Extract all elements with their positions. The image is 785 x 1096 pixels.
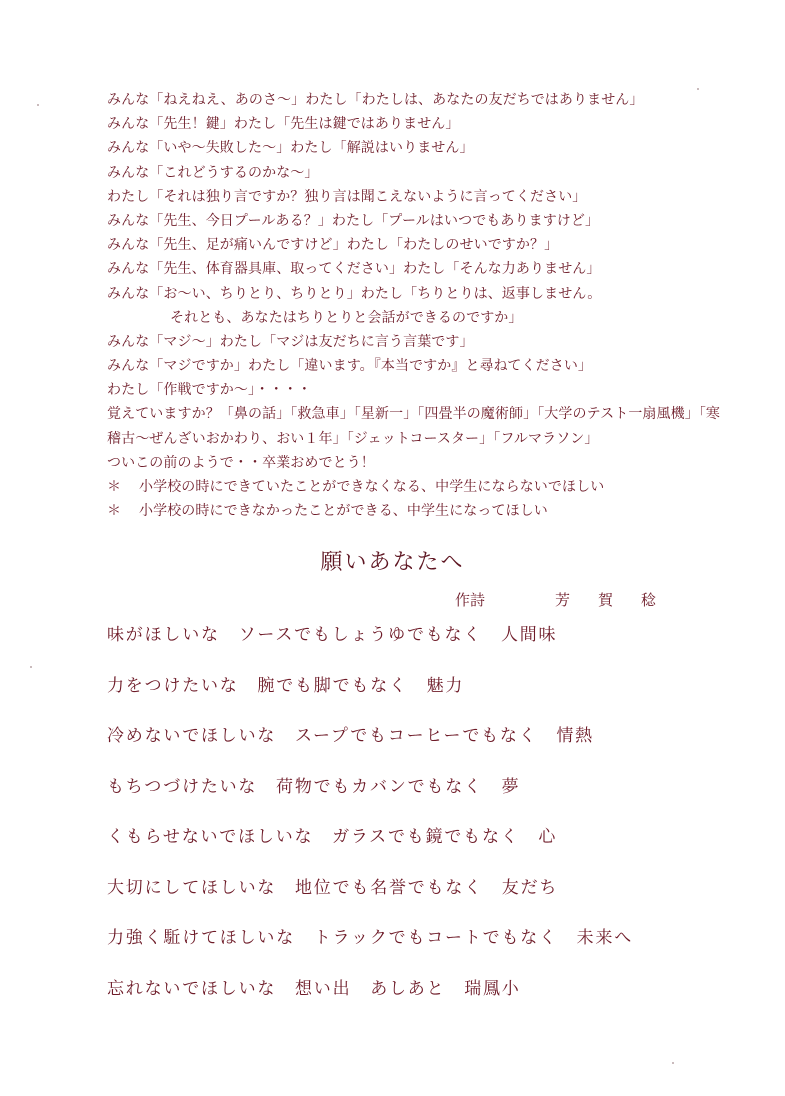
bullet-mark: ＊ (107, 503, 122, 520)
poem-line: 大切にしてほしいな 地位でも名誉でもなく 友だち (107, 877, 559, 898)
author-name: 芳賀稔 (555, 591, 685, 609)
dialogue-line-continued: それとも、あなたはちりとりと会話ができるのですか」 (170, 309, 523, 326)
scan-speck (30, 666, 32, 668)
poem-author (455, 589, 684, 610)
dialogue-line: みんな「先生、体育器具庫、取ってください」わたし「そんな力ありません」 (107, 261, 601, 278)
dialogue-section (107, 88, 747, 523)
memories-paragraph: 覚えていますか？「鼻の話」「救急車」「星新一」「四畳半の魔術師」「大学のテスト一扇風機」「寒稽古～ぜんざいおかわり、おい１年」「ジェットコースター」「フルマラソン」 (107, 406, 721, 447)
author-label: 作詩 (455, 591, 486, 609)
dialogue-line: みんな「先生、今日プールある？」わたし「プールはいつでもありますけど」 (107, 212, 600, 229)
poem-body (107, 621, 747, 1025)
poem-line: 力をつけたいな 腕でも脚でもなく 魅力 (107, 675, 465, 696)
scan-speck (697, 88, 699, 90)
congratulations-line: ついこの前のようで・・卒業おめでとう！ (107, 454, 375, 471)
dialogue-line: みんな「先生！鍵」わたし「先生は鍵ではありません」 (107, 116, 460, 133)
dialogue-line: わたし「それは独り言ですか？独り言は聞こえないように言ってください」 (107, 188, 587, 205)
dialogue-line: みんな「お～い、ちりとり、ちりとり」わたし「ちりとりは、返事しません。 (107, 285, 602, 302)
scan-speck (37, 104, 39, 106)
poem-line: もちつづけたいな 荷物でもカバンでもなく 夢 (107, 776, 521, 797)
poem-line: 忘れないでほしいな 想い出 あしあと 瑞鳳小 (107, 978, 521, 999)
poem-line: くもらせないでほしいな ガラスでも鏡でもなく 心 (107, 827, 558, 847)
bullet-text: 小学校の時にできていたことができなくなる、中学生にならないでほしい (139, 479, 605, 496)
dialogue-line: みんな「先生、足が痛いんですけど」わたし「わたしのせいですか？」 (107, 237, 559, 254)
dialogue-line: みんな「ねえねえ、あのさ～」わたし「わたしは、あなたの友だちではありません」 (107, 92, 644, 108)
poem-title: 願いあなたへ (320, 550, 465, 575)
poem-line: 力強く駈けてほしいな トラックでもコートでもなく 未来へ (107, 928, 634, 948)
bullet-mark: ＊ (107, 479, 122, 496)
dialogue-line: みんな「これどうするのかな～」 (107, 164, 319, 181)
dialogue-line: みんな「いや～失敗した～」わたし「解説はいりません」 (107, 140, 474, 157)
bullet-item (107, 499, 747, 523)
poem-line: 冷めないでほしいな スープでもコーヒーでもなく 情熱 (107, 726, 594, 746)
bullet-item (107, 475, 747, 499)
dialogue-line: みんな「マジですか」わたし「違います。『本当ですか』と尋ねてください」 (107, 358, 593, 375)
poem-line: 味がほしいな ソースでもしょうゆでもなく 人間味 (107, 625, 558, 645)
bullet-text: 小学校の時にできなかったことができる、中学生になってほしい (139, 503, 548, 520)
scan-speck (672, 1062, 674, 1064)
dialogue-line: みんな「マジ～」わたし「マジは友だちに言う言葉です」 (107, 333, 474, 350)
dialogue-line: わたし「作戦ですか～」・・・・ (107, 382, 312, 399)
